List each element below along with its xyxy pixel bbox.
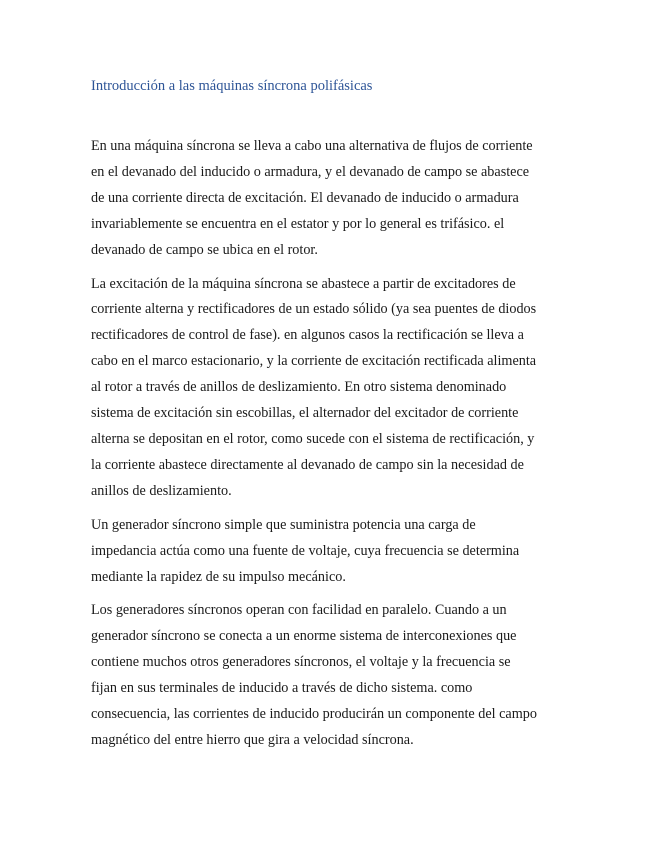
text-line: fijan en sus terminales de inducido a través de dicho sistema. como — [91, 680, 473, 697]
text-line: sistema de excitación sin escobillas, el alternador del excitador de corriente — [91, 405, 519, 422]
paragraph-4 — [91, 598, 569, 753]
text-line: corriente alterna y rectificadores de un estado sólido (ya sea puentes de diodos — [91, 301, 537, 318]
paragraph-1 — [91, 134, 569, 264]
text-line: alterna se depositan en el rotor, como sucede con el sistema de rectificación, y — [91, 430, 535, 447]
text-line: invariablemente se encuentra en el estator y por lo general es trifásico. el — [91, 215, 505, 232]
text-line: contiene muchos otros generadores síncronos, el voltaje y la frecuencia se — [91, 654, 511, 671]
text-line: En una máquina síncrona se lleva a cabo una alternativa de flujos de corriente — [91, 138, 533, 154]
text-line: devanado de campo se ubica en el rotor. — [91, 241, 318, 258]
text-line: de una corriente directa de excitación. El devanado de inducido o armadura — [91, 189, 519, 206]
text-line: en el devanado del inducido o armadura, y el devanado de campo se abastece — [91, 163, 530, 180]
text-line: anillos de deslizamiento. — [91, 482, 232, 499]
text-line: al rotor a través de anillos de deslizamiento. En otro sistema denominado — [91, 379, 507, 396]
document-body — [91, 134, 569, 762]
text-line: magnético del entre hierro que gira a velocidad síncrona. — [91, 731, 414, 748]
text-line: Un generador síncrono simple que suministra potencia una carga de — [91, 516, 476, 533]
text-line: la corriente abastece directamente al devanado de campo sin la necesidad de — [91, 456, 524, 473]
text-line: impedancia actúa como una fuente de voltaje, cuya frecuencia se determina — [91, 542, 520, 559]
text-line: consecuencia, las corrientes de inducido producirán un componente del campo — [91, 706, 537, 723]
text-line: La excitación de la máquina síncrona se abastece a partir de excitadores de — [91, 275, 516, 292]
text-line: cabo en el marco estacionario, y la corriente de excitación rectificada alimenta — [91, 353, 537, 370]
text-line: rectificadores de control de fase). en algunos casos la rectificación se lleva a — [91, 327, 524, 344]
text-line: mediante la rapidez de su impulso mecánico. — [91, 568, 346, 585]
paragraph-2 — [91, 272, 569, 505]
text-line: generador síncrono se conecta a un enorme sistema de interconexiones que — [91, 628, 517, 645]
text-line: Los generadores síncronos operan con facilidad en paralelo. Cuando a un — [91, 602, 507, 619]
paragraph-3 — [91, 513, 569, 591]
document-title: Introducción a las máquinas síncrona polifásicas — [91, 78, 373, 94]
